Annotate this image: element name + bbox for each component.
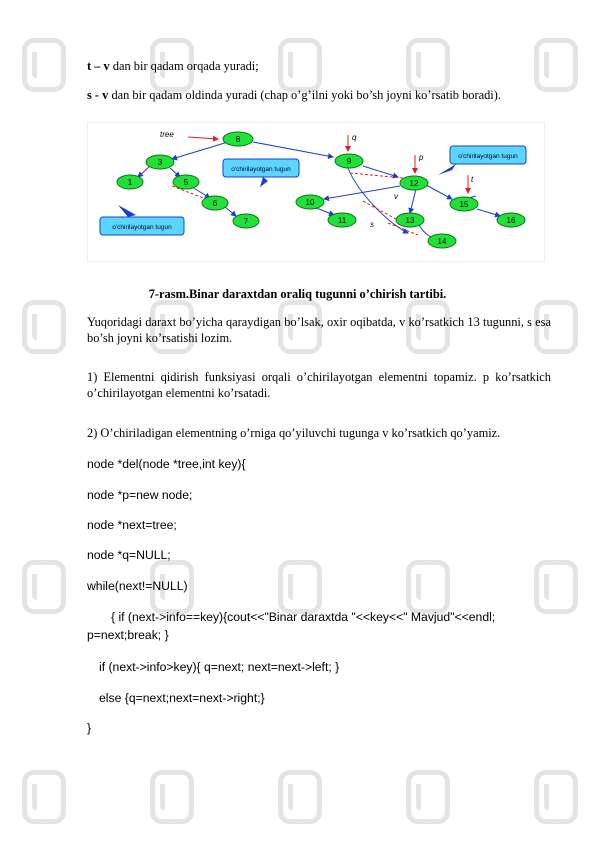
svg-text:o'chirilayotgan tugun: o'chirilayotgan tugun (231, 166, 291, 173)
svg-text:1: 1 (127, 178, 133, 187)
pointer-t-label: t – v (87, 59, 110, 73)
code-line: } (87, 721, 92, 735)
svg-text:o'chirilayotgan tugun: o'chirilayotgan tugun (112, 224, 172, 231)
svg-text:5: 5 (183, 178, 189, 187)
tree-label: tree (160, 130, 174, 139)
text-span: dan bir qadam oldinda yuradi (chap o’g’ilni yoki bo’sh joyni ko’rsatib boradi). (108, 88, 501, 102)
tree-node (202, 196, 228, 210)
text-line-t (87, 58, 551, 74)
callout-box (100, 217, 184, 235)
svg-text:12: 12 (409, 179, 419, 188)
tree-node (296, 195, 324, 209)
tree-node (117, 175, 143, 189)
figure-caption: 7-rasm.Binar daraxtdan oraliq tugunni o’chirish tartibi. (148, 287, 447, 301)
tree-node (146, 155, 174, 169)
svg-text:6: 6 (212, 199, 218, 208)
svg-text:o'chirilayotgan tugun: o'chirilayotgan tugun (458, 153, 518, 160)
paragraph-2: 1) Elementni qidirish funksiyasi orqali o’chirilayotgan elementni topamiz. p ko’rsatkich o’chirilayotgan elementni ko’rsatadi. (87, 370, 551, 400)
paragraph-3: 2) O’chiriladigan elementning o’rniga qo’yiluvchi tugunga v ko’rsatkich qo’yamiz. (87, 426, 501, 440)
tree-node (335, 154, 363, 168)
tree-edges (138, 142, 500, 239)
code-line: node *next=tree; (87, 518, 177, 532)
svg-text:10: 10 (305, 198, 315, 207)
code-line: else {q=next;next=next->right;} (99, 691, 265, 705)
text-span: dan bir qadam orqada yuradi; (109, 59, 259, 73)
code-line: if (next->info>key){ q=next; next=next->left; } (99, 660, 340, 674)
svg-text:13: 13 (405, 216, 415, 225)
tree-node (450, 197, 478, 211)
code-line: while(next!=NULL) (87, 579, 188, 593)
text-line-s (87, 87, 551, 103)
t-label: t (471, 175, 474, 184)
paragraph-1: Yuqoridagi daraxt bo’yicha qaraydigan bo’lsak, oxir oqibatda, v ko’rsatkich 13 tugunni, s esa bo’sh joyni ko’rsatishi lozim. (87, 315, 551, 345)
tree-node (223, 132, 253, 146)
svg-text:3: 3 (157, 158, 163, 167)
tree-node (396, 213, 424, 227)
svg-text:9: 9 (346, 157, 352, 166)
svg-text:15: 15 (459, 200, 469, 209)
tree-node (428, 234, 456, 248)
callout-box (450, 146, 526, 164)
pointer-s-label: s - v (87, 88, 109, 102)
s-label: s (370, 220, 374, 229)
svg-text:8: 8 (235, 135, 241, 144)
svg-text:7: 7 (243, 217, 249, 226)
tree-node (497, 213, 525, 227)
code-line: p=next;break; } (87, 628, 169, 642)
tree-diagram (88, 123, 544, 261)
code-line: node *p=new node; (87, 488, 193, 502)
code-line: { if (next->info==key){cout<<"Binar daraxtda "<<key<<" Mavjud"<<endl; (111, 610, 496, 624)
svg-text:14: 14 (437, 237, 447, 246)
code-line: node *q=NULL; (87, 548, 171, 562)
tree-node (233, 214, 259, 228)
code-line: node *del(node *tree,int key){ (87, 457, 246, 471)
tree-node (173, 175, 199, 189)
svg-text:16: 16 (506, 216, 516, 225)
svg-text:11: 11 (337, 216, 347, 225)
p-label: p (419, 153, 424, 162)
q-label: q (352, 133, 357, 142)
binary-tree-figure (88, 123, 544, 261)
callout-box (223, 159, 299, 177)
v-label: v (394, 192, 398, 201)
tree-node (400, 176, 428, 190)
tree-node (328, 213, 356, 227)
